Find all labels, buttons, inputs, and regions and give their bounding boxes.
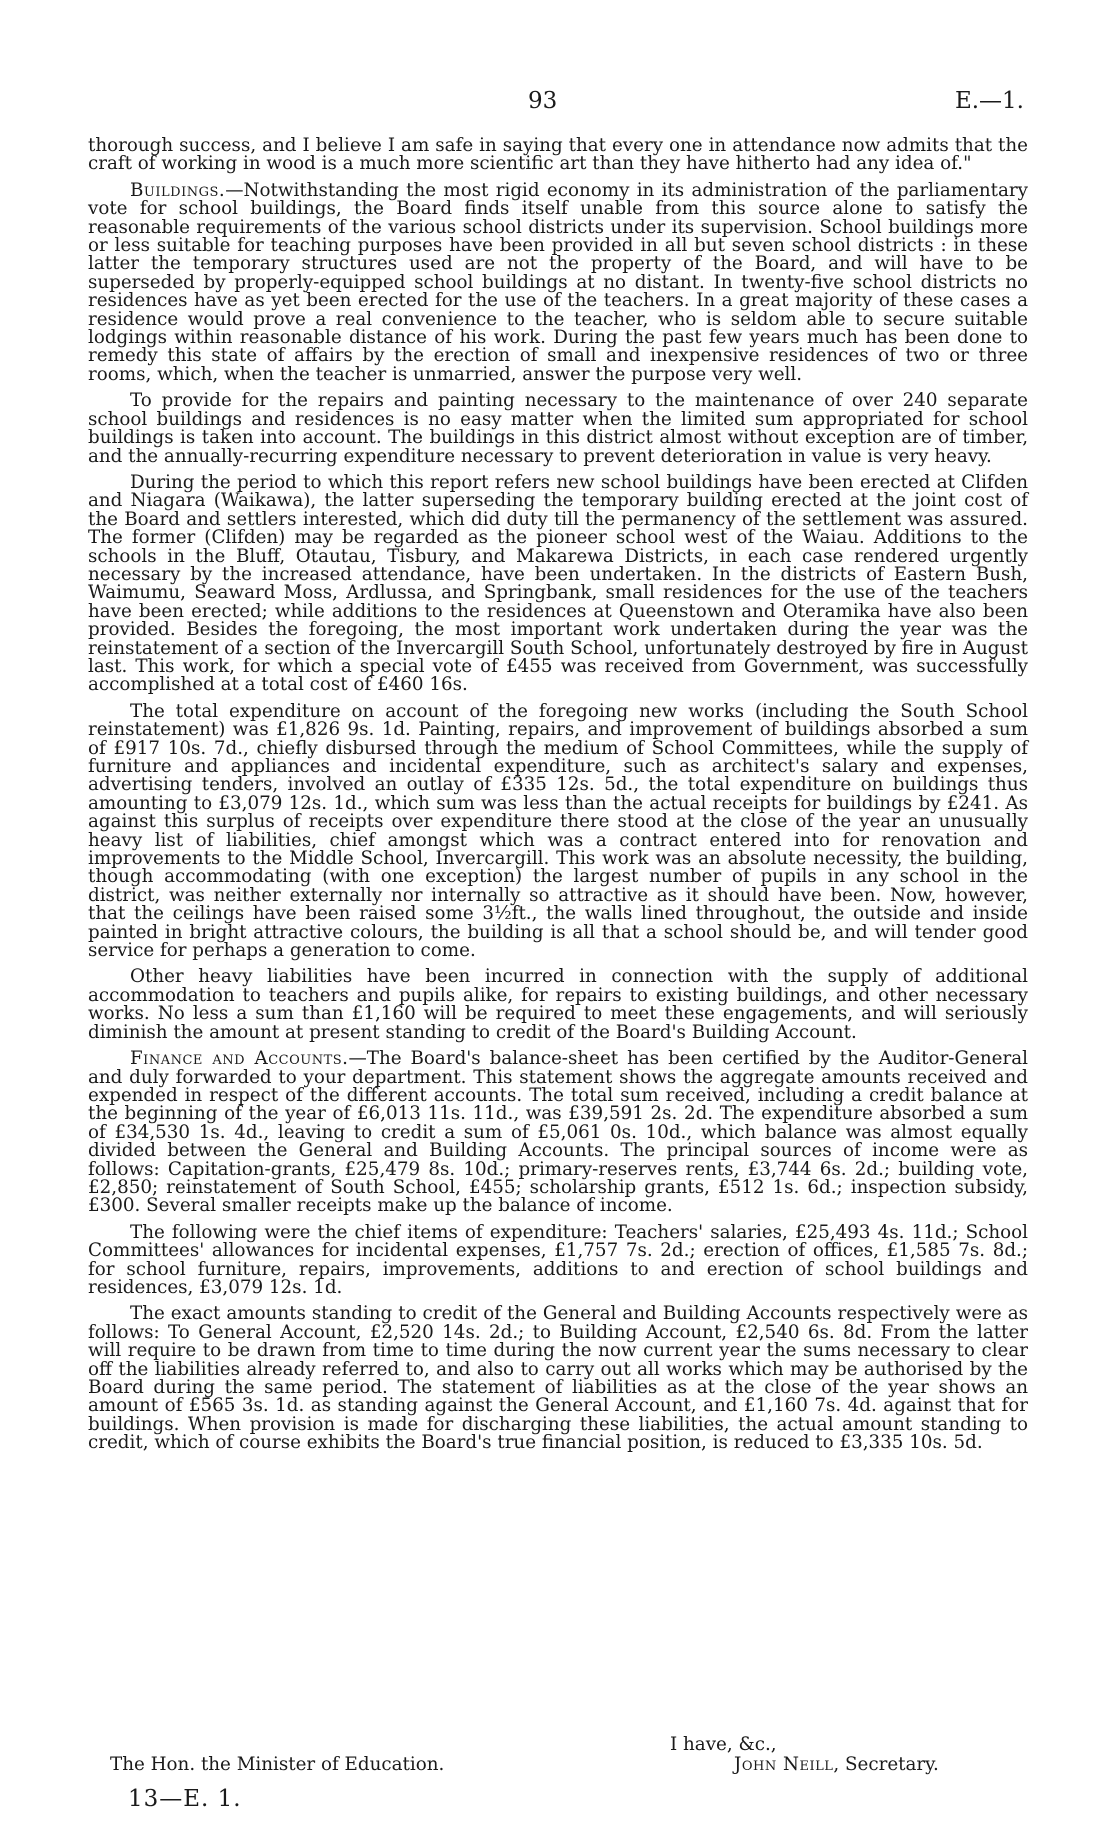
addressee: The Hon. the Minister of Education.: [110, 1754, 445, 1775]
paragraph-account-credits: The exact amounts standing to credit of the General and Building Accounts respectively were as follows: To General Account, £2,520 14s. 2d.; to Building Account, £2,540 6s. 8d. From the latter will require to be drawn from time to time during the now current year the sums necessary to clear off the liabilities already referred to, and also to carry out all works which may be authorised by the Board during the same period. The statement of liabilities as at the close of the year shows an amount of £565 3s. 1d. as standing against the General Account, and £1,160 7s. 4d. against that for buildings. When provision is made for discharging these liabilities, the actual amount standing to credit, which of course exhibits the Board's true financial position, is reduced to £3,335 10s. 5d.: [88, 1303, 1028, 1454]
signatory: [734, 1754, 939, 1775]
valediction: I have, &c.,: [670, 1734, 777, 1755]
paragraph-total-expenditure: The total expenditure on account of the foregoing new works (including the South School reinstatement) was £1,826 9s. 1d. Painting, repairs, and improvement of buildings absorbed a sum of £917 10s. 7d., chiefly disbursed through the medium of School Committees, while the supply of furniture and appliances and incidental expenditure, such as architect's salary and expenses, advertising tenders, involved an outlay of £335 12s. 5d., the total expenditure on buildings thus amounting to £3,079 12s. 1d., which sum was less than the actual receipts for buildings by £241. As against this surplus of receipts over expenditure there stood at the close of the year an unusually heavy list of liabilities, chief amongst which was a contract entered into for renovation and improvements to the Middle School, Invercargill. This work was an absolute necessity, the building, though accommodating (with one exception) the largest number of pupils in any school in the district, was neither externally nor internally so attractive as it should have been. Now, however, that the ceilings have been raised some 3½ft., the walls lined throughout, the outside and inside painted in bright attractive colours, the building is all that a school should be, and will tender good service for perhaps a generation to come.: [88, 700, 1028, 962]
paragraph-finance: Finance and Accounts.—The Board's balance-sheet has been certified by the Auditor-General and duly forwarded to your department. This statement shows the aggregate amounts received and expended in respect of the different accounts. The total sum received, including a credit balance at the beginning of the year of £6,013 11s. 11d., was £39,591 2s. 2d. The expenditure absorbed a sum of £34,530 1s. 4d., leaving to credit a sum of £5,061 0s. 10d., which balance was almost equally divided between the General and Building Accounts. The principal sources of income were as follows: Capitation-grants, £25,479 8s. 10d.; primary-reserves rents, £3,744 6s. 2d.; building vote, £2,850; reinstatement of South School, £455; scholarship grants, £512 1s. 6d.; inspection subsidy, £300. Several smaller receipts make up the balance of income.: [88, 1048, 1028, 1217]
series-mark: E.—1.: [954, 88, 1024, 114]
report-body: [88, 137, 1028, 1461]
page-number: 93: [528, 88, 558, 114]
section-heading-finance: Finance and Accounts.: [130, 1048, 349, 1070]
signatory-name: John Neill: [734, 1754, 834, 1775]
section-heading-buildings: Buildings.: [130, 179, 226, 201]
signatory-title: , Secretary.: [833, 1754, 939, 1775]
page-header: [0, 88, 1114, 118]
paragraph-liabilities: Other heavy liabilities have been incurred in connection with the supply of additional accommodation to teachers and pupils alike, for repairs to existing buildings, and other necessary works. No less a sum than £1,160 will be required to meet these engagements, and will seriously diminish the amount at present standing to credit of the Board's Building Account.: [88, 966, 1028, 1043]
paragraph-new-buildings: During the period to which this report refers new school buildings have been erected at Clifden and Niagara (Waikawa), the latter superseding the temporary building erected at the joint cost of the Board and settlers interested, which did duty till the permanency of the settlement was assured. The former (Clifden) may be regarded as the pioneer school west of the Waiau. Additions to the schools in the Bluff, Otautau, Tisbury, and Makarewa Districts, in each case rendered urgently necessary by the increased attendance, have been undertaken. In the districts of Eastern Bush, Waimumu, Seaward Moss, Ardlussa, and Springbank, small residences for the use of the teachers have been erected; while additions to the residences at Queenstown and Oteramika have also been provided. Besides the foregoing, the most important work undertaken during the year was the reinstatement of a section of the Invercargill South School, unfortunately destroyed by fire in August last. This work, for which a special vote of £455 was received from Government, was successfully accomplished at a total cost of £460 16s.: [88, 471, 1028, 696]
paragraph-continuation: thorough success, and I believe I am safe in saying that every one in attendance now admits that the craft of working in wood is a much more scientific art than they have hitherto had any idea of.": [88, 135, 1028, 175]
paragraph-repairs: To provide for the repairs and painting necessary to the maintenance of over 240 separate school buildings and residences is no easy matter when the limited sum appropriated for school buildings is taken into account. The buildings in this district almost without exception are of timber, and the annually-recurring expenditure necessary to prevent deterioration in value is very heavy.: [88, 390, 1028, 467]
printer-signature-mark: 13—E. 1.: [128, 1786, 242, 1812]
paragraph-expenditure-items: The following were the chief items of expenditure: Teachers' salaries, £25,493 4s. 11d.; School Committees' allowances for incidental expenses, £1,757 7s. 2d.; erection of offices, £1,585 7s. 8d.; for school furniture, repairs, improvements, additions to and erection of school buildings and residences, £3,079 12s. 1d.: [88, 1221, 1028, 1298]
paragraph-buildings: Buildings.—Notwithstanding the most rigid economy in its administration of the parliamentary vote for school buildings, the Board finds itself unable from this source alone to satisfy the reasonable requirements of the various school districts under its supervision. School buildings more or less suitable for teaching purposes have been provided in all but seven school districts : in these latter the temporary structures used are not the property of the Board, and will have to be superseded by properly-equipped school buildings at no distant. In twenty-five school districts no residences have as yet been erected for the use of the teachers. In a great majority of these cases a residence would prove a real convenience to the teacher, who is seldom able to secure suitable lodgings within reasonable distance of his work. During the past few years much has been done to remedy this state of affairs by the erection of small and inexpensive residences of two or three rooms, which, when the teacher is unmarried, answer the purpose very well.: [88, 179, 1028, 385]
